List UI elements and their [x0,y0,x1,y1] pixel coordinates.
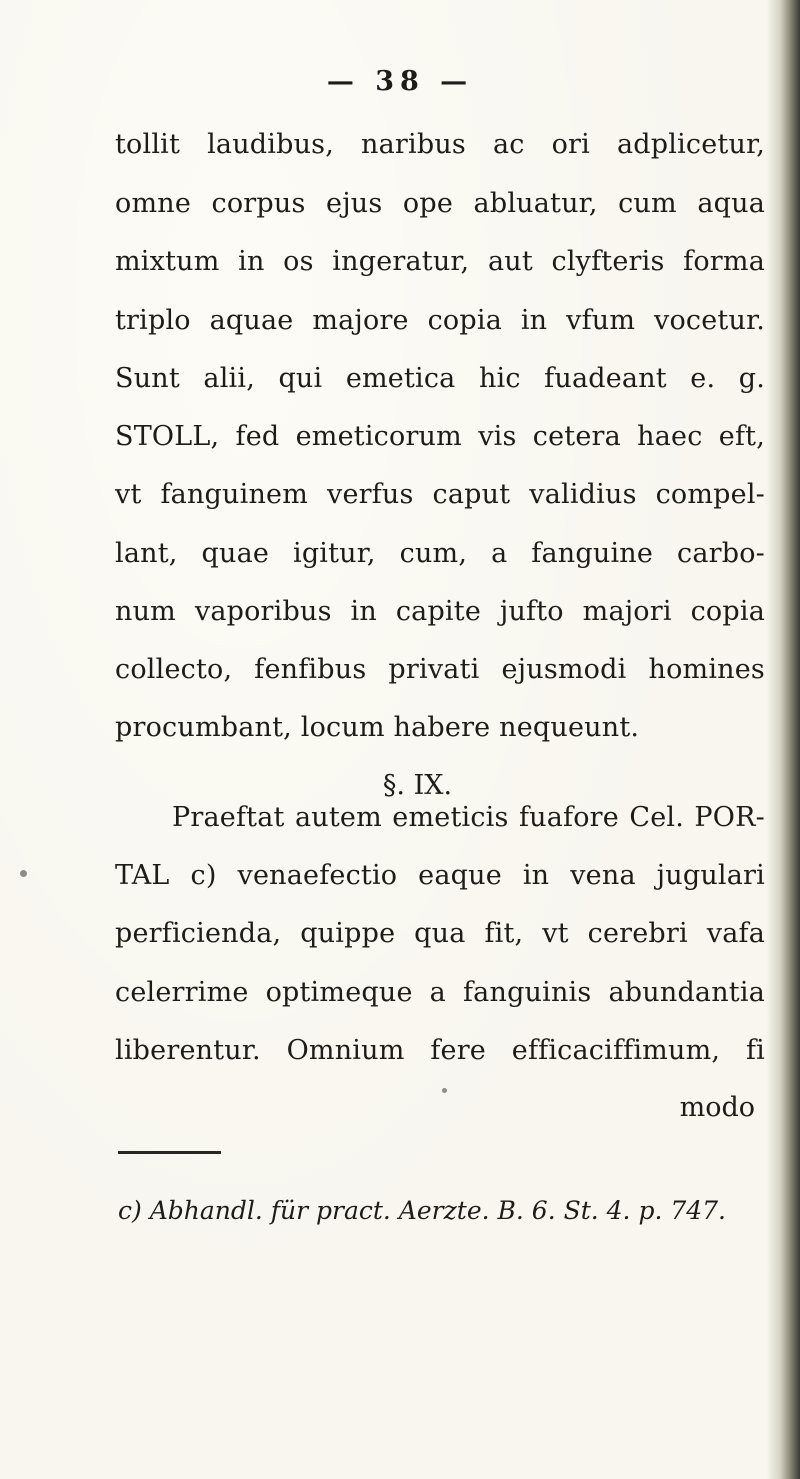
page-number-header: — 38 — [326,66,474,97]
text-line: procumbant, locum habere nequeunt. [115,712,640,743]
text-line: vt fanguinem verfus caput validius compel- [115,479,765,510]
text-line: lant, quae igitur, cum, a fanguine carbo- [115,538,765,569]
ink-spot [442,1088,447,1093]
footnote-rule [118,1151,221,1154]
text-line: liberentur. Omnium fere efficaciffimum, fi [115,1035,765,1066]
text-line: STOLL, fed emeticorum vis cetera haec eft, [115,421,765,452]
text-line: celerrime optimeque a fanguinis abundantia [115,977,765,1008]
text-line: TAL c) venaefectio eaque in vena jugulari [115,860,765,891]
catchword: modo [679,1092,755,1123]
text-line: omne corpus ejus ope abluatur, cum aqua [115,188,765,219]
text-line: perficienda, quippe qua fit, vt cerebri vafa [115,918,765,949]
text-line: num vaporibus in capite jufto majori copia [115,596,765,627]
text-line: Praeftat autem emeticis fuafore Cel. POR- [172,802,765,833]
text-line: triplo aquae majore copia in vfum vocetur. [115,305,765,336]
ink-spot [20,870,27,877]
text-line: mixtum in os ingeratur, aut clyfteris forma [115,246,765,277]
section-heading: §. IX. [382,770,453,801]
footnote: c) Abhandl. für pract. Aerzte. B. 6. St. 4. p. 747. [118,1196,727,1225]
page-edge-shadow [766,0,800,1479]
text-line: Sunt alii, qui emetica hic fuadeant e. g. [115,363,765,394]
text-line: tollit laudibus, naribus ac ori adplicetur, [115,129,765,160]
text-line: collecto, fenfibus privati ejusmodi homines [115,654,765,685]
